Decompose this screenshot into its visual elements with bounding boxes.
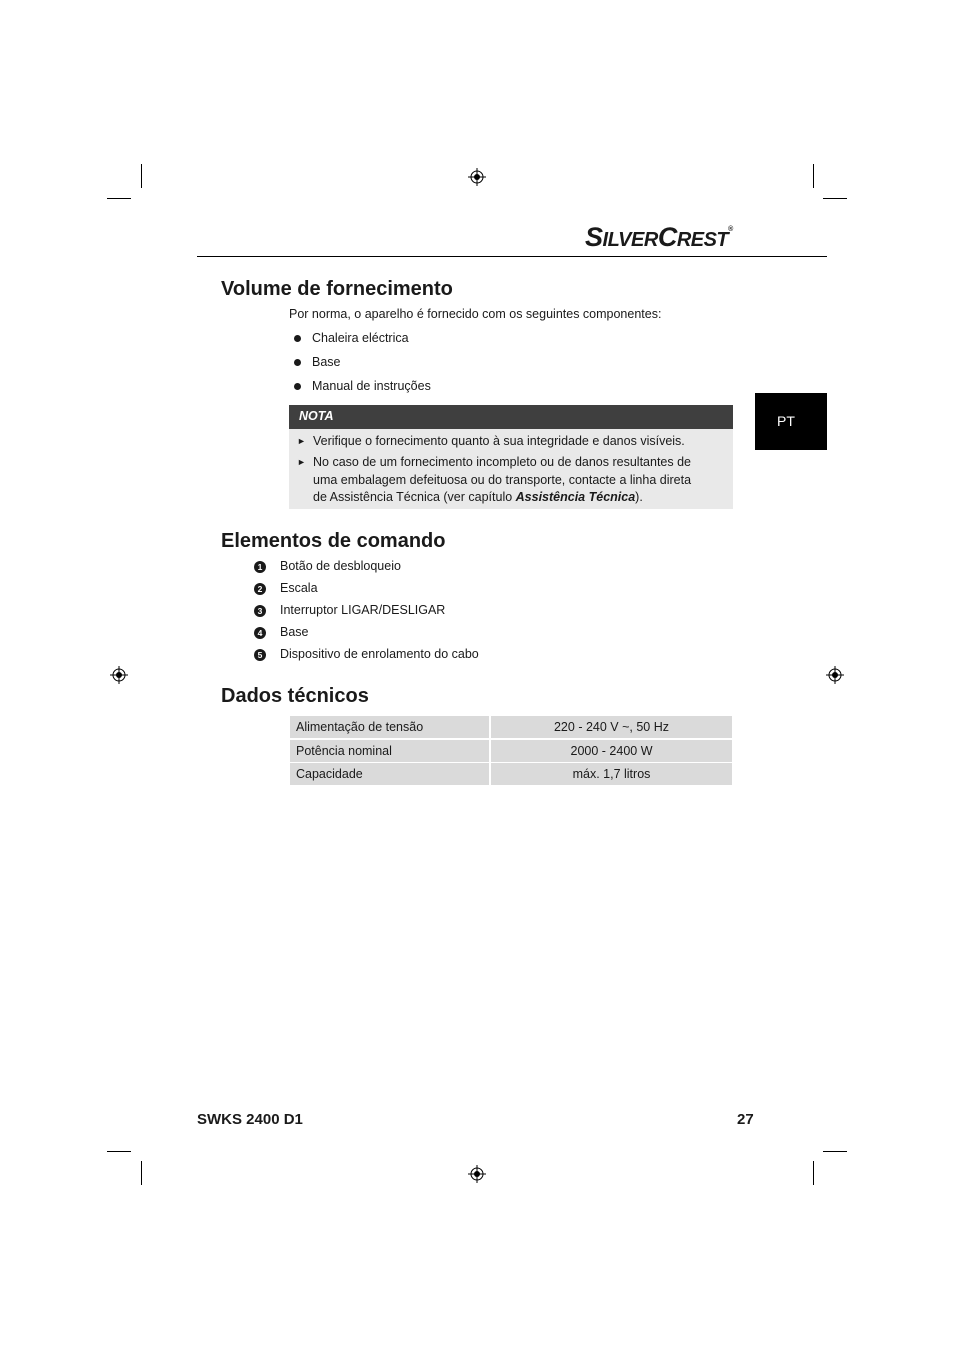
arrow-icon: ► xyxy=(297,457,306,467)
crop-mark xyxy=(107,198,131,199)
specs-table xyxy=(290,716,732,787)
note-line: de Assistência Técnica (ver capítulo Assistência Técnica). xyxy=(313,490,643,504)
table-cell-label: Capacidade xyxy=(290,763,489,785)
list-item: Botão de desbloqueio xyxy=(280,559,401,573)
bullet-icon xyxy=(294,335,301,342)
note-line: No caso de um fornecimento incompleto ou de danos resultantes de xyxy=(313,455,692,469)
registration-crosshair-icon xyxy=(468,1165,486,1183)
crop-mark xyxy=(823,1151,847,1152)
note-box xyxy=(289,405,733,509)
list-item: Base xyxy=(312,355,341,369)
page-number: 27 xyxy=(737,1111,754,1128)
section-title-controls: Elementos de comando xyxy=(221,530,446,552)
table-cell-label: Potência nominal xyxy=(290,740,489,762)
note-line: Verifique o fornecimento quanto à sua integridade e danos visíveis. xyxy=(313,434,685,448)
list-item: Escala xyxy=(280,581,318,595)
supply-intro: Por norma, o aparelho é fornecido com os seguintes componentes: xyxy=(289,307,662,321)
table-row xyxy=(290,740,732,762)
registration-crosshair-icon xyxy=(826,666,844,684)
list-item: Base xyxy=(280,625,309,639)
number-badge-icon: 4 xyxy=(254,627,266,639)
bullet-icon xyxy=(294,383,301,390)
table-row xyxy=(290,763,732,785)
bullet-icon xyxy=(294,359,301,366)
brand-logo: SILVERCREST® xyxy=(585,222,733,252)
section-title-specs: Dados técnicos xyxy=(221,685,369,707)
table-cell-value: máx. 1,7 litros xyxy=(491,763,732,785)
table-cell-value: 2000 - 2400 W xyxy=(491,740,732,762)
list-item: Manual de instruções xyxy=(312,379,431,393)
note-header: NOTA xyxy=(289,405,733,429)
table-row xyxy=(290,716,732,738)
list-item: Chaleira eléctrica xyxy=(312,331,409,345)
note-line: uma embalagem defeituosa ou do transporte, contacte a linha direta xyxy=(313,473,692,487)
crop-mark xyxy=(141,164,142,188)
header-rule xyxy=(197,256,827,257)
list-item: Interruptor LIGAR/DESLIGAR xyxy=(280,603,446,617)
crop-mark xyxy=(813,1161,814,1185)
number-badge-icon: 1 xyxy=(254,561,266,573)
number-badge-icon: 3 xyxy=(254,605,266,617)
section-title-supply: Volume de fornecimento xyxy=(221,278,453,300)
crop-mark xyxy=(141,1161,142,1185)
arrow-icon: ► xyxy=(297,436,306,446)
registration-crosshair-icon xyxy=(110,666,128,684)
number-badge-icon: 5 xyxy=(254,649,266,661)
footer-model: SWKS 2400 D1 xyxy=(197,1111,303,1128)
crop-mark xyxy=(813,164,814,188)
table-cell-value: 220 - 240 V ~, 50 Hz xyxy=(491,716,732,738)
number-badge-icon: 2 xyxy=(254,583,266,595)
table-cell-label: Alimentação de tensão xyxy=(290,716,489,738)
crop-mark xyxy=(107,1151,131,1152)
language-tab: PT xyxy=(755,393,827,450)
list-item: Dispositivo de enrolamento do cabo xyxy=(280,647,479,661)
registration-crosshair-icon xyxy=(468,168,486,186)
crop-mark xyxy=(823,198,847,199)
